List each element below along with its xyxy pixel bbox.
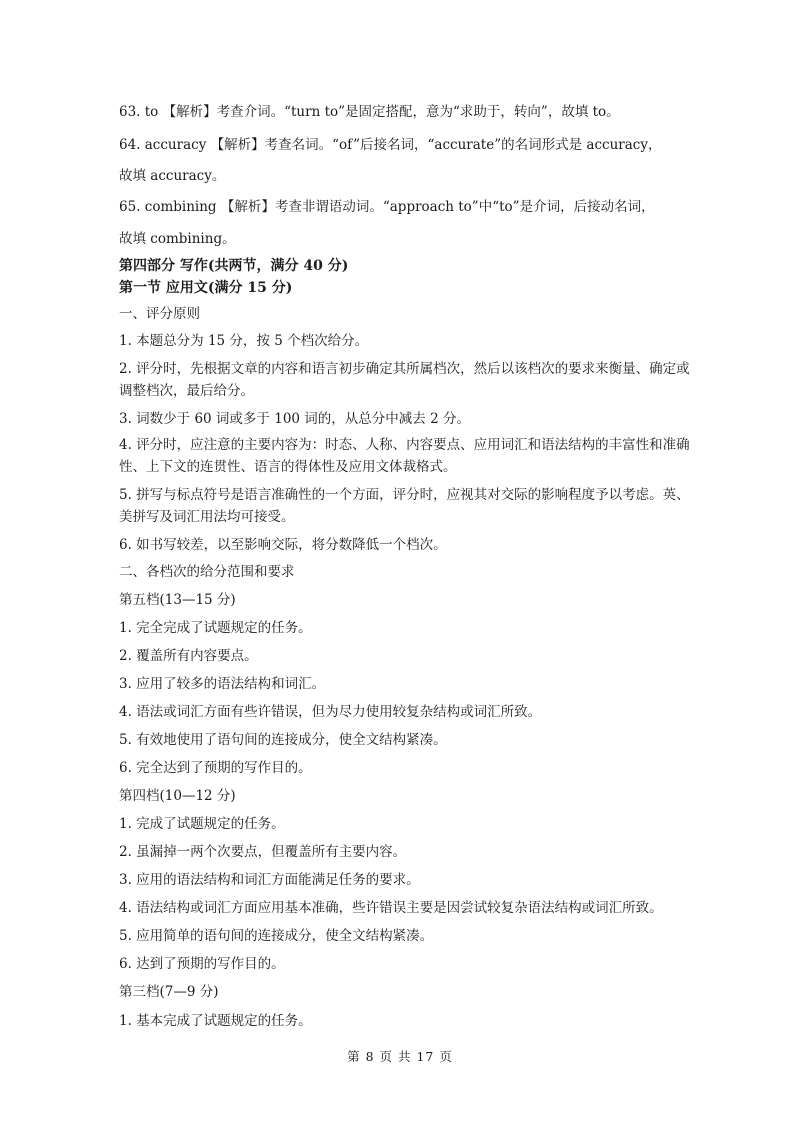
tier5-item: 5. 有效地使用了语句间的连接成分，使全文结构紧凑。: [119, 732, 447, 748]
tier5-item: 1. 完全完成了试题规定的任务。: [119, 620, 312, 636]
tier4-item: 1. 完成了试题规定的任务。: [119, 816, 285, 832]
principle-item: 6. 如书写较差，以至影响交际，将分数降低一个档次。: [119, 537, 447, 553]
tier5-item: 4. 语法或词汇方面有些许错误，但为尽力使用较复杂结构或词汇所致。: [119, 704, 542, 720]
tier3-title: 第三档(7—9 分): [119, 984, 219, 1000]
principle-item: 4. 评分时，应注意的主要内容为：时态、人称、内容要点、应用词汇和语法结构的丰富性和准确性、上下文的连贯性、语言的得体性及应用文体裁格式。: [119, 437, 690, 475]
answer-64-continued: 故填 accuracy。: [119, 168, 226, 184]
tier5-title: 第五档(13—15 分): [119, 592, 236, 608]
part-title: 第四部分 写作(共两节，满分 40 分): [119, 258, 349, 274]
answer-65-continued: 故填 combining。: [119, 231, 236, 247]
principle-item: 1. 本题总分为 15 分，按 5 个档次给分。: [119, 333, 369, 349]
principles-heading: 一、评分原则: [119, 306, 200, 322]
principle-item: 5. 拼写与标点符号是语言准确性的一个方面，评分时，应视其对交际的影响程度予以考虑。英、美拼写及词汇用法均可接受。: [119, 487, 690, 525]
tier4-title: 第四档(10—12 分): [119, 788, 236, 804]
section-title: 第一节 应用文(满分 15 分): [119, 280, 293, 296]
page-footer: 第 8 页 共 17 页: [347, 1049, 453, 1064]
tier4-item: 4. 语法结构或词汇方面应用基本准确，些许错误主要是因尝试较复杂语法结构或词汇所致。: [119, 900, 663, 916]
tier3-item: 1. 基本完成了试题规定的任务。: [119, 1013, 312, 1029]
principle-item: 2. 评分时，先根据文章的内容和语言初步确定其所属档次，然后以该档次的要求来衡量、确定或调整档次，最后给分。: [119, 361, 690, 399]
answer-65: 65. combining 【解析】考查非谓语动词。“approach to”中“to”是介词，后接动名词，: [119, 199, 655, 215]
answer-63: 63. to 【解析】考查介词。“turn to”是固定搭配，意为“求助于，转向”，故填 to。: [119, 104, 620, 120]
tier4-item: 2. 虽漏掉一两个次要点，但覆盖所有主要内容。: [119, 844, 407, 860]
tier4-item: 6. 达到了预期的写作目的。: [119, 956, 285, 972]
tier5-item: 6. 完全达到了预期的写作目的。: [119, 760, 312, 776]
tier5-item: 2. 覆盖所有内容要点。: [119, 648, 258, 664]
answer-64: 64. accuracy 【解析】考查名词。“of”后接名词，“accurate”的名词形式是 accuracy，: [119, 137, 662, 153]
principle-item: 3. 词数少于 60 词或多于 100 词的，从总分中减去 2 分。: [119, 411, 470, 427]
tier4-item: 5. 应用简单的语句间的连接成分，使全文结构紧凑。: [119, 928, 434, 944]
tier5-item: 3. 应用了较多的语法结构和词汇。: [119, 676, 326, 692]
levels-heading: 二、各档次的给分范围和要求: [119, 564, 295, 580]
tier4-item: 3. 应用的语法结构和词汇方面能满足任务的要求。: [119, 872, 420, 888]
